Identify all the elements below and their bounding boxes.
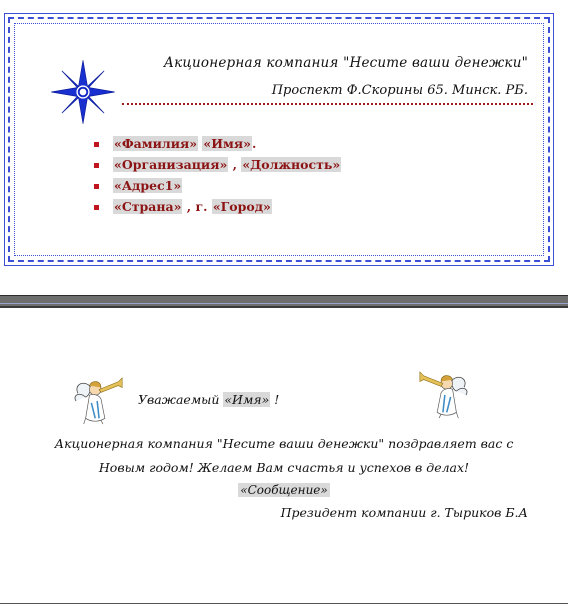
bullet-icon <box>94 184 99 189</box>
separator: , <box>228 157 242 172</box>
divider-rule <box>122 103 533 105</box>
recipient-line-name <box>90 133 341 154</box>
greeting-body-line-2: Новым годом! Желаем Вам счастья и успехов в делах! <box>98 460 470 475</box>
separator: . <box>251 136 257 151</box>
recipient-line-address <box>90 175 341 196</box>
greeting-body-line-1: Акционерная компания "Несите ваши денежки" поздравляет вас с <box>54 436 514 451</box>
angel-trumpet-icon <box>412 370 470 420</box>
merge-field-organization[interactable]: «Организация» <box>114 157 228 172</box>
bullet-icon <box>94 142 99 147</box>
salutation-prefix: Уважаемый <box>138 392 224 407</box>
merge-field-message[interactable]: «Сообщение» <box>240 483 328 497</box>
message-field-line <box>0 483 568 497</box>
page-edge-line <box>0 303 568 304</box>
salutation-suffix: ! <box>270 392 280 407</box>
company-address: Проспект Ф.Скорины 65. Минск. РБ. <box>271 83 528 98</box>
compass-star-icon <box>50 59 116 125</box>
signature: Президент компании г. Тыриков Б.А <box>280 505 528 520</box>
recipient-line-country-city <box>90 196 341 217</box>
merge-field-surname[interactable]: «Фамилия» <box>114 136 198 151</box>
merge-field-name[interactable]: «Имя» <box>224 392 270 407</box>
separator: , г. <box>182 199 212 214</box>
page-bottom-edge <box>0 603 568 604</box>
company-name: Акционерная компания "Несите ваши денежки" <box>163 55 528 71</box>
merge-field-city[interactable]: «Город» <box>212 199 271 214</box>
envelope-page <box>8 17 550 262</box>
merge-field-country[interactable]: «Страна» <box>114 199 182 214</box>
bullet-icon <box>94 163 99 168</box>
recipient-line-organization <box>90 154 341 175</box>
salutation-line <box>138 392 279 407</box>
merge-field-address1[interactable]: «Адрес1» <box>114 178 182 193</box>
merge-field-position[interactable]: «Должность» <box>242 157 341 172</box>
page-break-bar <box>0 295 568 308</box>
recipient-address-list <box>90 133 341 217</box>
merge-field-name[interactable]: «Имя» <box>203 136 251 151</box>
angel-trumpet-icon <box>72 376 130 426</box>
bullet-icon <box>94 205 99 210</box>
